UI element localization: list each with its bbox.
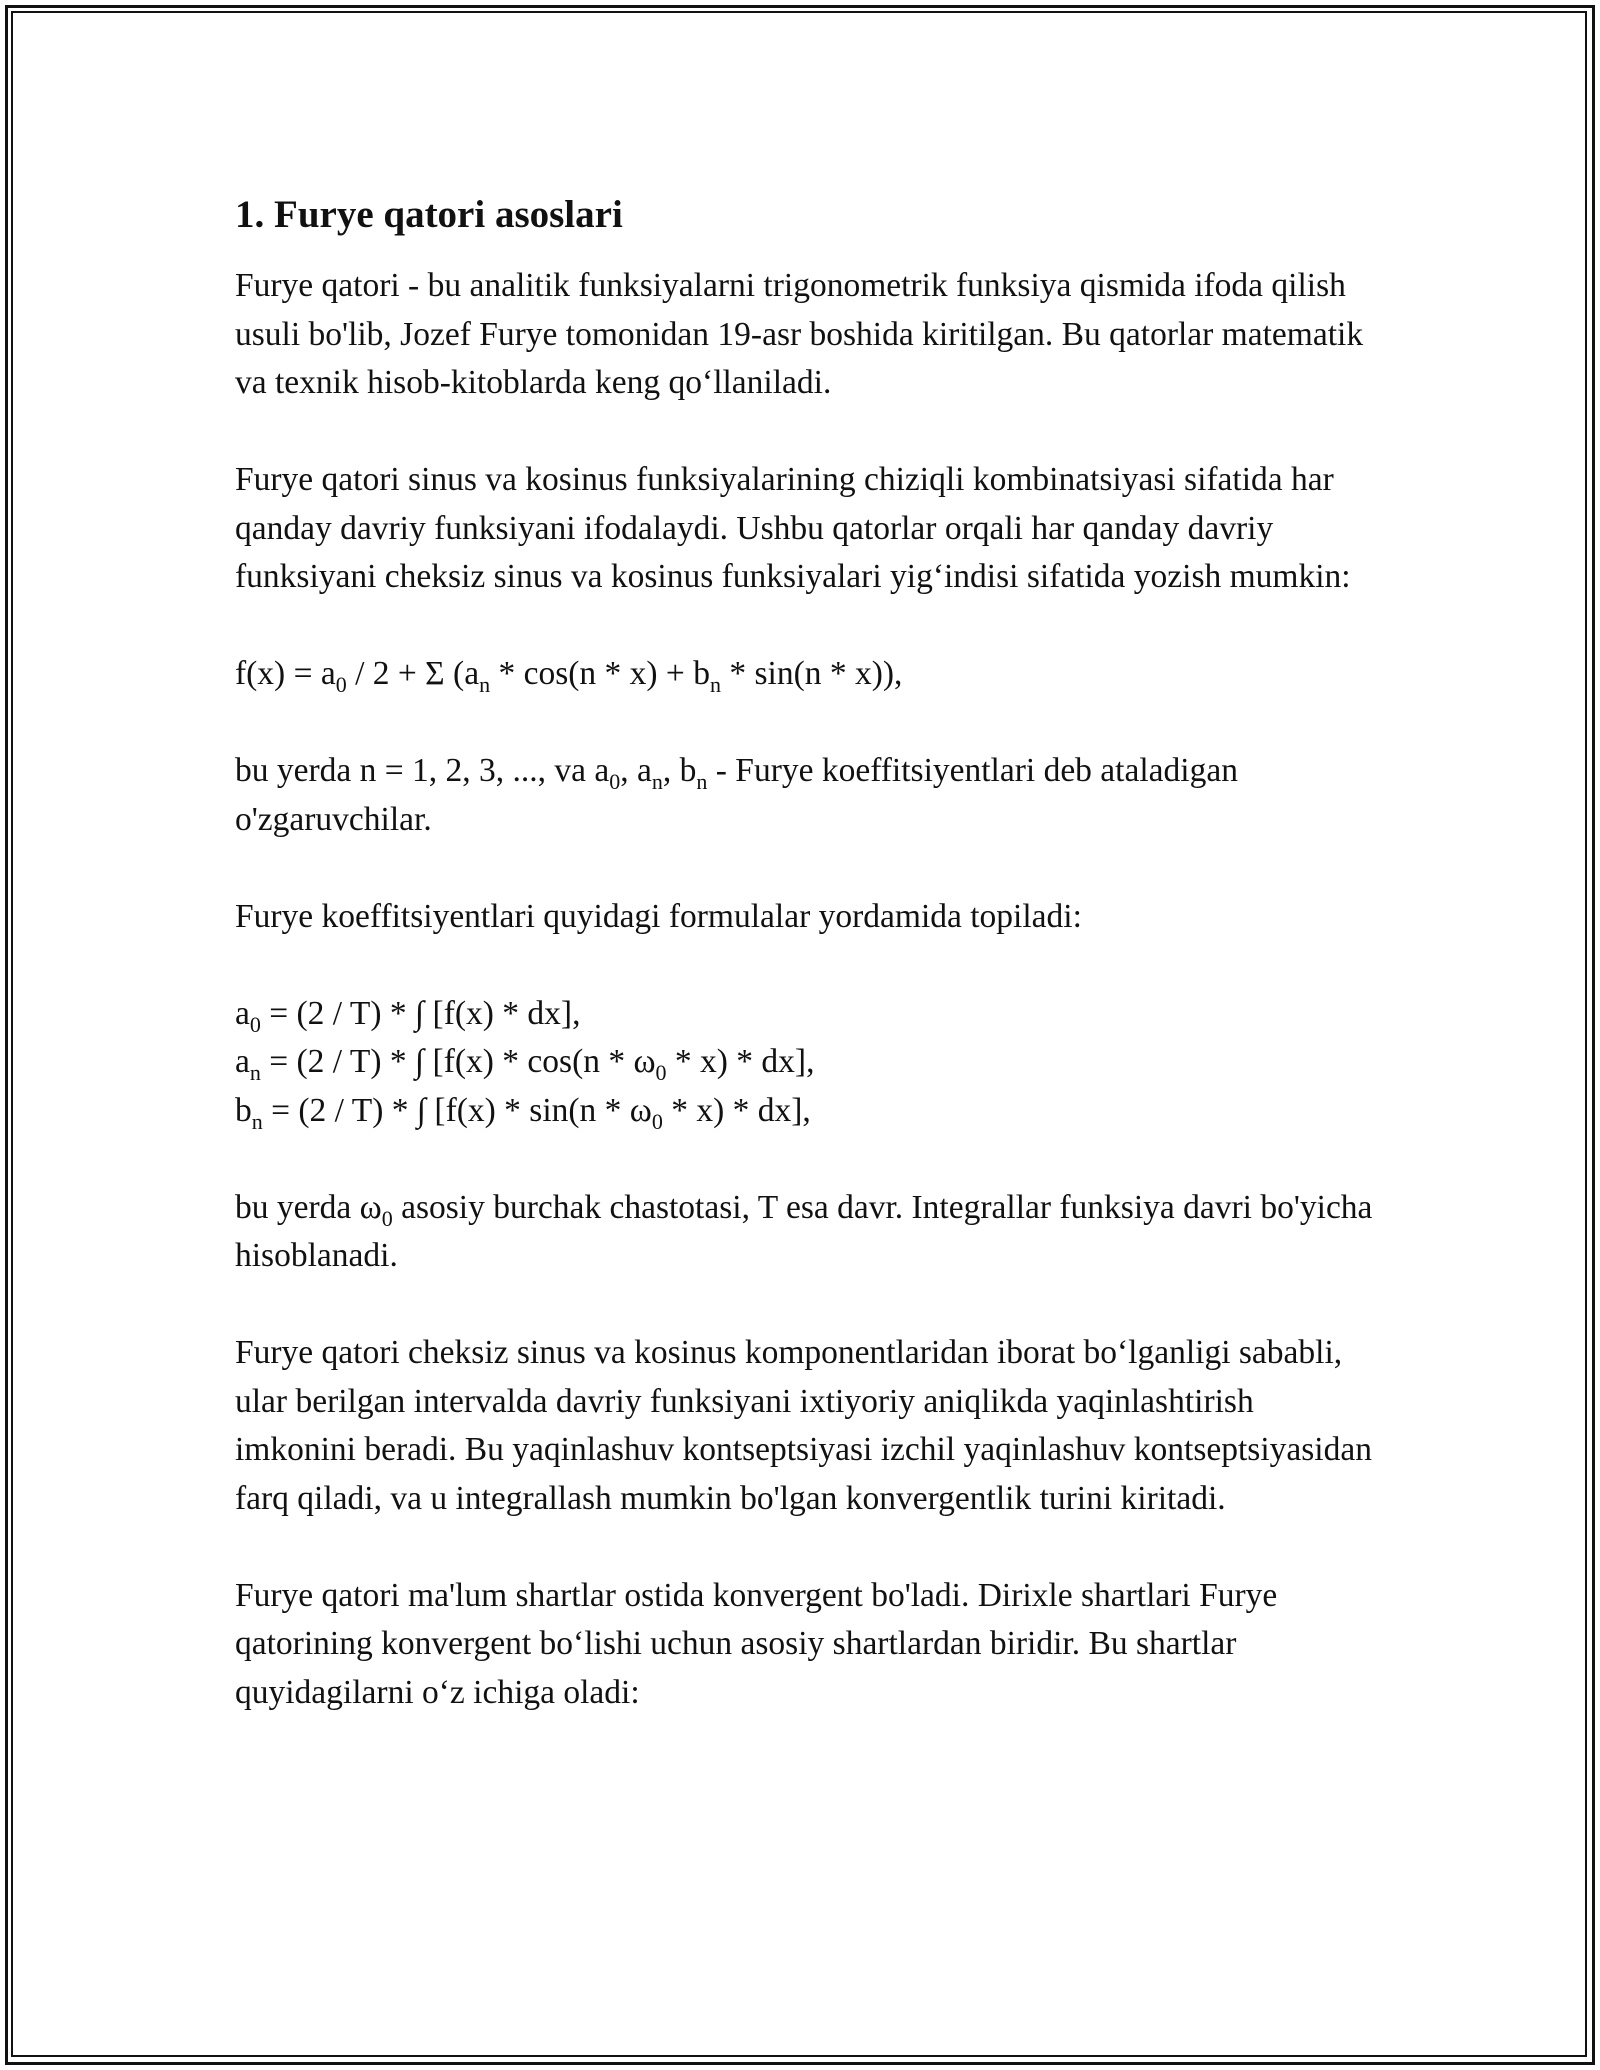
formula-text: * x) * dx], bbox=[666, 1043, 815, 1080]
coefficient-formulas bbox=[235, 990, 1380, 1136]
paragraph-approximation: Furye qatori cheksiz sinus va kosinus komponentlaridan iborat bo‘lganligi sababli, ular berilgan intervalda davriy funksiyani ixtiyoriy aniqlikda yaqinlashtirish imkonini beradi. Bu yaqinlashuv kontseptsiyasi izchil yaqinlashuv kontseptsiyasidan farq qiladi, va u integrallash mumkin bo'lgan konvergentlik turini kiritadi. bbox=[235, 1334, 1372, 1517]
paragraph-intro: Furye qatori - bu analitik funksiyalarni trigonometrik funksiya qismida ifoda qilish usuli bo'lib, Jozef Furye tomonidan 19-asr boshida kiritilgan. Bu qatorlar matematik va texnik hisob-kitoblarda keng qo‘llaniladi. bbox=[235, 267, 1364, 401]
formula-a0 bbox=[235, 990, 1380, 1039]
paragraph-definition: Furye qatori sinus va kosinus funksiyalarining chiziqli kombinatsiyasi sifatida har qanday davriy funksiyani ifodalaydi. Ushbu qatorlar orqali har qanday davriy funksiyani cheksiz sinus va kosinus funksiyalari yig‘indisi sifatida yozish mumkin: bbox=[235, 461, 1351, 595]
paragraph-text: bu yerda n = 1, 2, 3, ..., va a bbox=[235, 752, 610, 789]
section-heading: 1. Furye qatori asoslari bbox=[235, 193, 623, 236]
paragraph-convergence: Furye qatori ma'lum shartlar ostida konvergent bo'ladi. Dirixle shartlari Furye qatorining konvergent bo‘lishi uchun asosiy shartlardan biridir. Bu shartlar quyidagilarni o‘z ichiga oladi: bbox=[235, 1576, 1278, 1711]
paragraph-text: - Furye koeffitsiyentlari deb ataladigan o'zgaruvchilar. bbox=[235, 752, 1238, 838]
paragraph-subscript: n bbox=[651, 769, 663, 794]
formula-text: * x) * dx], bbox=[662, 1091, 811, 1129]
formula-text: / 2 + Σ (a bbox=[346, 655, 480, 692]
paragraph-text: , a bbox=[620, 752, 652, 789]
formula-bn bbox=[235, 1087, 1380, 1136]
paragraph-text: , b bbox=[662, 752, 697, 789]
paragraph-text: bu yerda ω bbox=[235, 1188, 382, 1226]
formula-text: = (2 / T) * ∫ [f(x) * cos(n * ω bbox=[260, 1043, 656, 1080]
formula-text: f(x) = a bbox=[235, 655, 336, 692]
formula-text: = (2 / T) * ∫ [f(x) * sin(n * ω bbox=[262, 1091, 652, 1129]
formula-subscript: n bbox=[479, 672, 491, 697]
formula-subscript: n bbox=[709, 672, 721, 697]
formula-text: = (2 / T) * ∫ [f(x) * dx], bbox=[260, 994, 581, 1032]
formula-subscript: 0 bbox=[249, 1011, 261, 1037]
paragraph-subscript: 0 bbox=[609, 769, 621, 794]
formula-text: b bbox=[235, 1091, 252, 1129]
formula-text: a bbox=[235, 994, 250, 1032]
formula-subscript: 0 bbox=[335, 672, 347, 697]
paragraph-coefficients-intro: Furye koeffitsiyentlari quyidagi formulalar yordamida topiladi: bbox=[235, 897, 1082, 935]
formula-subscript: n bbox=[249, 1060, 261, 1085]
paragraph-subscript: 0 bbox=[381, 1205, 393, 1231]
formula-an bbox=[235, 1038, 1380, 1087]
formula-text: * sin(n * x)), bbox=[720, 655, 903, 692]
formula-text: a bbox=[235, 1043, 250, 1080]
fourier-series-formula bbox=[235, 650, 1380, 699]
paragraph-coefficients-note bbox=[235, 747, 1380, 844]
paragraph-text: asosiy burchak chastotasi, T esa davr. Integrallar funksiya davri bo'yicha hisoblanadi. bbox=[235, 1188, 1373, 1274]
formula-subscript: 0 bbox=[651, 1108, 663, 1134]
paragraph-omega-note bbox=[235, 1184, 1380, 1281]
formula-subscript: 0 bbox=[655, 1060, 667, 1085]
formula-subscript: n bbox=[251, 1108, 263, 1134]
paragraph-subscript: n bbox=[696, 769, 708, 794]
formula-text: * cos(n * x) + b bbox=[490, 655, 710, 692]
document-body bbox=[235, 190, 1380, 1766]
